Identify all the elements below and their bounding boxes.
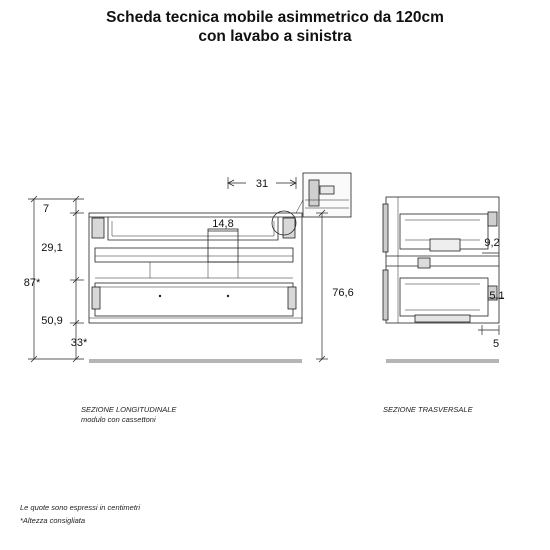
cabinet-body: [89, 213, 302, 323]
caption-longitudinal-title: SEZIONE LONGITUDINALE: [81, 405, 177, 414]
note-units: Le quote sono espressi in centimetri: [20, 503, 141, 512]
lower-drawer: [95, 283, 293, 316]
dim-31: 31: [255, 178, 269, 190]
title-line-2: con lavabo a sinistra: [198, 28, 352, 45]
title-line-1: Scheda tecnica mobile asimmetrico da 120cm: [106, 9, 444, 26]
dim-29-1: 29,1: [41, 242, 63, 254]
dim-76-6: 76,6: [332, 287, 354, 299]
dim-33: 33*: [70, 337, 88, 349]
transversal-body: [386, 197, 499, 323]
dim-87: 87*: [23, 277, 41, 289]
hinge-left: [92, 218, 104, 238]
longitudinal-section: [89, 173, 354, 323]
dim-9-2: 9,2: [484, 237, 500, 249]
upper-drawer: [95, 248, 293, 262]
floor-bar-transversal: [386, 359, 499, 363]
dim-14-8: 14,8: [212, 218, 234, 230]
dim-5-1: 5,1: [489, 290, 505, 302]
sink-basin: [108, 217, 278, 240]
note-height: *Altezza consigliata: [20, 516, 86, 525]
caption-longitudinal-sub: modulo con cassettoni: [81, 415, 156, 424]
transversal-section: [383, 197, 499, 323]
dim-50-9: 50,9: [41, 315, 63, 327]
caption-transversal-title: SEZIONE TRASVERSALE: [383, 405, 473, 414]
siphon-box: [208, 229, 238, 262]
dim-7: 7: [42, 203, 50, 215]
floor-bar-longitudinal: [89, 359, 302, 363]
right-dimension-line: [316, 210, 328, 362]
dim-5: 5: [492, 338, 500, 350]
transversal-lower-drawer: [400, 278, 488, 316]
